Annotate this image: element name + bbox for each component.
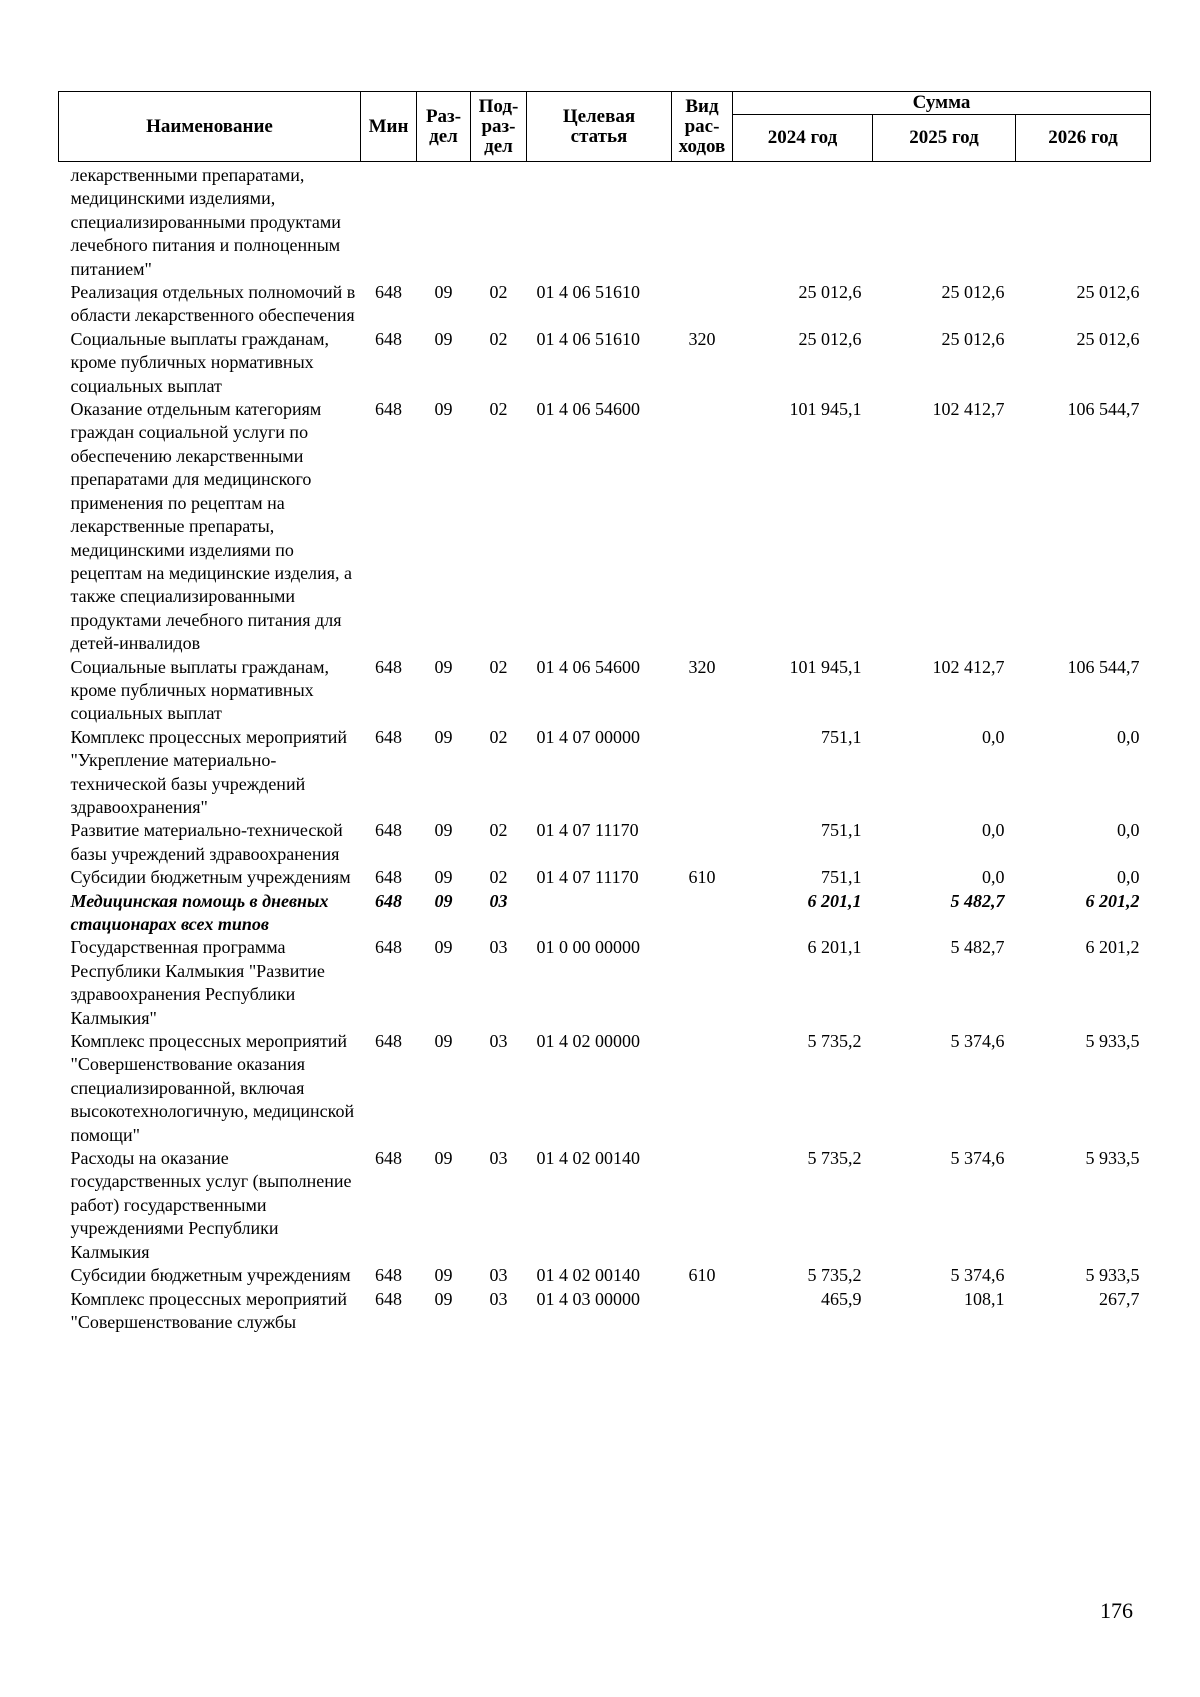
row-celevaya-statya: 01 4 07 11170 <box>536 820 639 841</box>
row-name: Развитие материально-технической базы учреждений здравоохранения <box>70 820 343 864</box>
budget-table <box>58 91 1151 1334</box>
row-sum-2026: 25 012,6 <box>1076 282 1140 303</box>
row-celevaya-statya: 01 4 06 51610 <box>536 282 640 303</box>
row-sum-2026 <box>1016 162 1151 282</box>
row-min: 648 <box>375 1148 402 1169</box>
row-celevaya-statya <box>527 162 672 282</box>
header-podrazdel: Под- раз- дел <box>471 92 527 162</box>
row-vid-rashodov <box>672 890 733 937</box>
row-sum-2026: 106 544,7 <box>1067 656 1140 677</box>
row-sum-2026: 5 933,5 <box>1085 1148 1140 1169</box>
row-razdel: 09 <box>434 890 453 911</box>
row-celevaya-statya: 01 0 00 00000 <box>536 937 640 958</box>
row-vid-rashodov <box>672 1147 733 1264</box>
header-year-2026: 2026 год <box>1016 115 1151 162</box>
page-number: 176 <box>1100 1598 1133 1623</box>
table-row <box>59 890 1151 937</box>
table-row <box>59 819 1151 866</box>
row-sum-2025: 5 482,7 <box>950 890 1005 911</box>
row-sum-2025: 5 374,6 <box>950 1265 1005 1286</box>
row-sum-2026: 267,7 <box>1099 1288 1140 1309</box>
row-vid-rashodov: 610 <box>688 867 716 888</box>
row-min: 648 <box>375 867 402 888</box>
row-min <box>361 162 417 282</box>
row-razdel: 09 <box>434 1265 453 1286</box>
table-row <box>59 1147 1151 1264</box>
row-sum-2025: 5 374,6 <box>950 1031 1005 1052</box>
row-sum-2024: 5 735,2 <box>807 1148 862 1169</box>
row-razdel: 09 <box>434 328 453 349</box>
row-min: 648 <box>375 328 402 349</box>
row-sum-2024: 6 201,1 <box>807 890 862 911</box>
row-razdel <box>417 162 471 282</box>
row-min: 648 <box>375 820 402 841</box>
row-name: лекарственными препаратами, медицинскими изделиями, специализированными продуктами лечебного питания и полноценным питанием" <box>70 165 341 279</box>
row-sum-2026: 6 201,2 <box>1085 937 1140 958</box>
row-vid-rashodov <box>672 281 733 328</box>
row-name: Социальные выплаты гражданам, кроме публичных нормативных социальных выплат <box>70 656 329 724</box>
row-sum-2026: 25 012,6 <box>1076 328 1140 349</box>
row-sum-2025: 0,0 <box>982 820 1005 841</box>
row-vid-rashodov: 320 <box>688 328 716 349</box>
row-celevaya-statya: 01 4 02 00140 <box>536 1148 640 1169</box>
row-podrazdel: 02 <box>489 867 508 888</box>
row-podrazdel: 02 <box>489 282 508 303</box>
row-vid-rashodov <box>672 1288 733 1335</box>
row-min: 648 <box>375 282 402 303</box>
row-sum-2026: 0,0 <box>1117 867 1140 888</box>
header-celevaya: Целевая статья <box>527 92 672 162</box>
row-sum-2025: 25 012,6 <box>941 282 1005 303</box>
table-row <box>59 281 1151 328</box>
row-razdel: 09 <box>434 1288 453 1309</box>
header-razdel: Раз- дел <box>417 92 471 162</box>
row-sum-2024: 751,1 <box>821 867 862 888</box>
row-celevaya-statya: 01 4 06 54600 <box>536 399 640 420</box>
row-sum-2026: 5 933,5 <box>1085 1265 1140 1286</box>
row-name: Оказание отдельным категориям граждан социальной услуги по обеспечению лекарственными препаратами для медицинского применения по рецептам на лекарственные препараты, медицинскими изделиями по рецептам на медицинские изделия, а также специализированными продуктами лечебного питания для детей-инвалидов <box>70 399 352 654</box>
row-sum-2026: 0,0 <box>1117 726 1140 747</box>
row-name: Реализация отдельных полномочий в области лекарственного обеспечения <box>70 282 356 326</box>
row-vid-rashodov <box>672 726 733 820</box>
row-razdel: 09 <box>434 867 453 888</box>
row-podrazdel: 02 <box>489 399 508 420</box>
row-podrazdel: 02 <box>489 820 508 841</box>
row-sum-2026: 0,0 <box>1117 820 1140 841</box>
row-sum-2024: 5 735,2 <box>807 1265 862 1286</box>
row-name: Медицинская помощь в дневных стационарах всех типов <box>70 890 329 934</box>
row-sum-2024: 751,1 <box>821 820 862 841</box>
row-sum-2025: 5 482,7 <box>950 937 1005 958</box>
row-sum-2025: 102 412,7 <box>932 656 1005 677</box>
row-sum-2024: 6 201,1 <box>807 937 862 958</box>
row-podrazdel: 02 <box>489 656 508 677</box>
row-razdel: 09 <box>434 726 453 747</box>
row-podrazdel: 03 <box>489 1031 508 1052</box>
row-name: Субсидии бюджетным учреждениям <box>70 1265 351 1286</box>
table-row <box>59 1288 1151 1335</box>
row-vid-rashodov <box>672 936 733 1030</box>
row-sum-2024: 465,9 <box>821 1288 862 1309</box>
row-min: 648 <box>375 726 402 747</box>
row-podrazdel: 03 <box>489 1265 508 1286</box>
row-name: Расходы на оказание государственных услуг (выполнение работ) государственными учреждениями Республики Калмыкия <box>70 1148 352 1262</box>
row-name: Комплекс процессных мероприятий "Совершенствование оказания специализированной, включая высокотехнологичную, медицинской помощи" <box>70 1031 355 1145</box>
row-razdel: 09 <box>434 1031 453 1052</box>
header-year-2025: 2025 год <box>873 115 1016 162</box>
header-summa: Сумма <box>733 92 1151 115</box>
row-podrazdel: 02 <box>489 328 508 349</box>
row-razdel: 09 <box>434 282 453 303</box>
row-sum-2026: 106 544,7 <box>1067 399 1140 420</box>
row-celevaya-statya: 01 4 02 00000 <box>536 1031 640 1052</box>
row-razdel: 09 <box>434 937 453 958</box>
row-podrazdel: 02 <box>489 726 508 747</box>
row-razdel: 09 <box>434 820 453 841</box>
row-min: 648 <box>375 1031 402 1052</box>
table-row <box>59 866 1151 889</box>
row-podrazdel: 03 <box>489 890 508 911</box>
row-celevaya-statya: 01 4 02 00140 <box>536 1265 640 1286</box>
row-vid-rashodov <box>672 819 733 866</box>
table-body <box>59 162 1151 1335</box>
table-row <box>59 1264 1151 1287</box>
row-podrazdel: 03 <box>489 937 508 958</box>
row-sum-2025: 25 012,6 <box>941 328 1005 349</box>
row-min: 648 <box>375 1265 402 1286</box>
row-sum-2025: 108,1 <box>964 1288 1005 1309</box>
row-podrazdel: 03 <box>489 1148 508 1169</box>
row-vid-rashodov: 610 <box>688 1265 716 1286</box>
row-name: Комплекс процессных мероприятий "Совершенствование службы <box>70 1288 348 1332</box>
header-year-2024: 2024 год <box>733 115 873 162</box>
row-razdel: 09 <box>434 1148 453 1169</box>
row-sum-2026: 5 933,5 <box>1085 1031 1140 1052</box>
header-vid: Вид рас- ходов <box>672 92 733 162</box>
table-row <box>59 328 1151 398</box>
row-vid-rashodov <box>672 398 733 655</box>
table-row <box>59 1030 1151 1147</box>
row-vid-rashodov <box>672 1030 733 1147</box>
row-celevaya-statya <box>527 890 672 937</box>
row-min: 648 <box>375 656 402 677</box>
row-vid-rashodov: 320 <box>688 656 716 677</box>
row-sum-2024: 25 012,6 <box>798 328 862 349</box>
row-celevaya-statya: 01 4 06 51610 <box>536 328 640 349</box>
row-sum-2025: 5 374,6 <box>950 1148 1005 1169</box>
row-min: 648 <box>375 890 402 911</box>
row-celevaya-statya: 01 4 07 00000 <box>536 726 640 747</box>
row-min: 648 <box>375 399 402 420</box>
row-min: 648 <box>375 1288 402 1309</box>
row-sum-2024: 751,1 <box>821 726 862 747</box>
header-min: Мин <box>361 92 417 162</box>
row-podrazdel: 03 <box>489 1288 508 1309</box>
row-vid-rashodov <box>672 162 733 282</box>
row-name: Комплекс процессных мероприятий "Укрепление материально-технической базы учреждений здравоохранения" <box>70 726 348 817</box>
row-min: 648 <box>375 937 402 958</box>
table-row <box>59 162 1151 282</box>
row-sum-2025: 102 412,7 <box>932 399 1005 420</box>
row-celevaya-statya: 01 4 07 11170 <box>536 867 639 888</box>
row-sum-2025: 0,0 <box>982 867 1005 888</box>
table-header <box>59 92 1151 162</box>
row-celevaya-statya: 01 4 06 54600 <box>536 656 640 677</box>
table-row <box>59 398 1151 655</box>
row-sum-2025: 0,0 <box>982 726 1005 747</box>
row-sum-2024: 101 945,1 <box>789 399 862 420</box>
row-sum-2024: 101 945,1 <box>789 656 862 677</box>
table-row <box>59 656 1151 726</box>
row-sum-2024: 25 012,6 <box>798 282 862 303</box>
row-name: Социальные выплаты гражданам, кроме публичных нормативных социальных выплат <box>70 328 329 396</box>
row-sum-2026: 6 201,2 <box>1085 890 1140 911</box>
table-row <box>59 726 1151 820</box>
row-name: Государственная программа Республики Калмыкия "Развитие здравоохранения Республики Калмыкия" <box>70 937 325 1028</box>
row-razdel: 09 <box>434 399 453 420</box>
row-podrazdel <box>471 162 527 282</box>
budget-table-page <box>58 91 1150 1334</box>
table-row <box>59 936 1151 1030</box>
row-sum-2024: 5 735,2 <box>807 1031 862 1052</box>
row-name: Субсидии бюджетным учреждениям <box>70 867 351 888</box>
header-name: Наименование <box>59 92 361 162</box>
row-sum-2025 <box>873 162 1016 282</box>
row-celevaya-statya: 01 4 03 00000 <box>536 1288 640 1309</box>
row-sum-2024 <box>733 162 873 282</box>
row-razdel: 09 <box>434 656 453 677</box>
